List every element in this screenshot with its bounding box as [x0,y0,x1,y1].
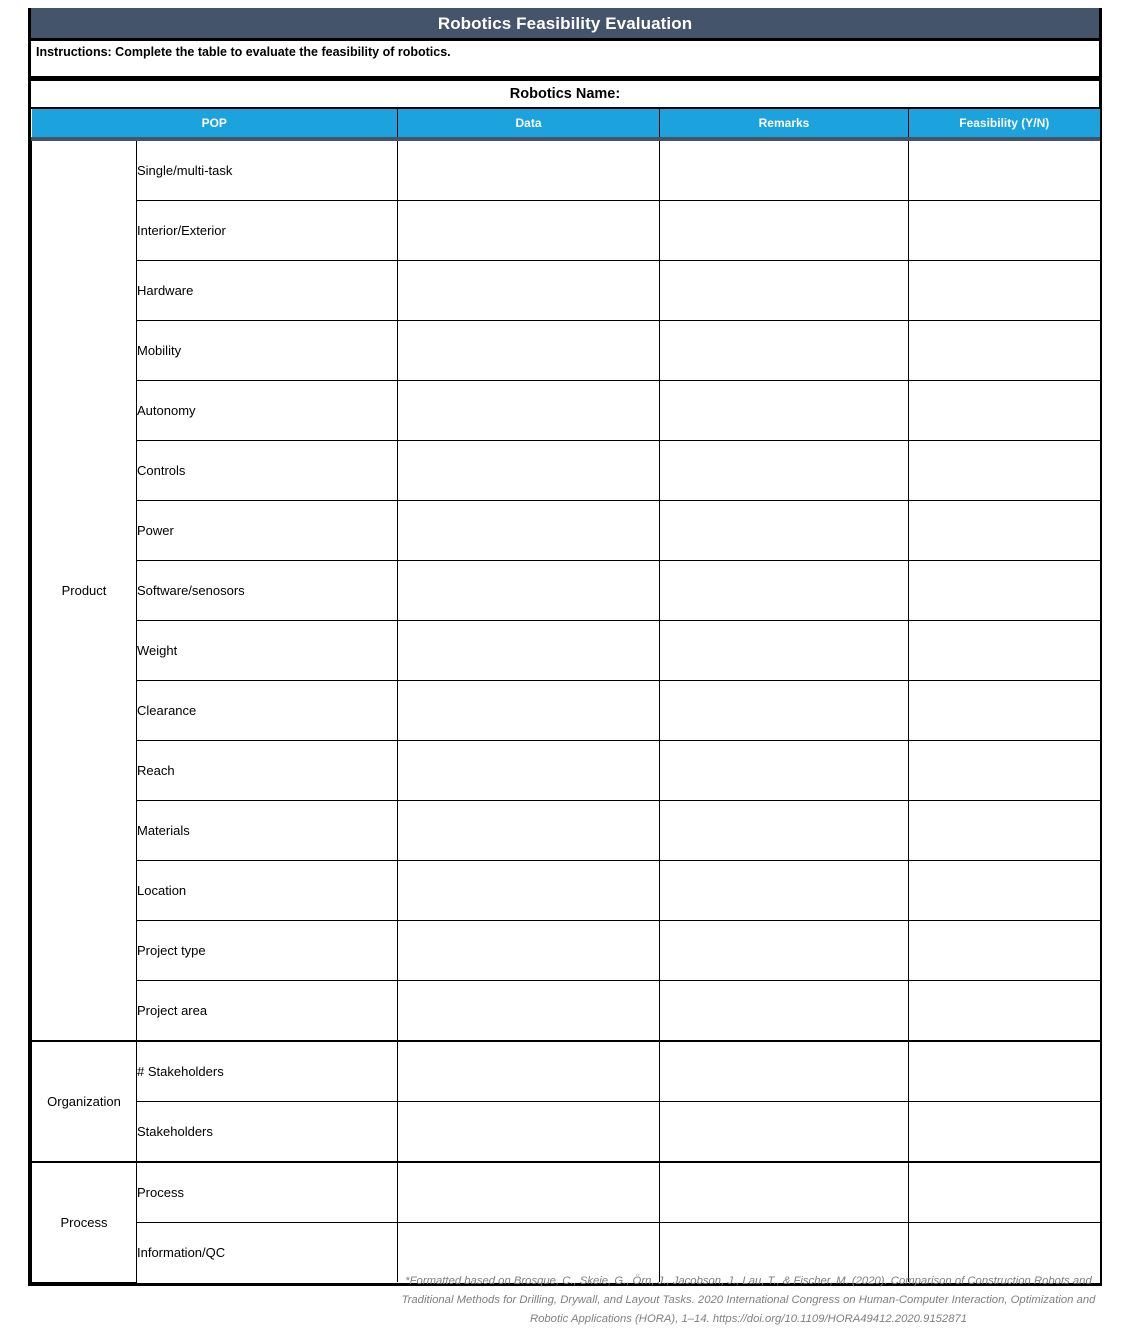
pop-item-label: Power [137,501,398,561]
pop-item-label: Project area [137,981,398,1042]
table-row [32,861,1100,921]
remarks-input-cell[interactable] [660,1041,909,1102]
table-row [32,1162,1100,1223]
pop-item-label: Project type [137,921,398,981]
feasibility-input-cell[interactable] [909,801,1100,861]
pop-item-label: Weight [137,621,398,681]
feasibility-input-cell[interactable] [909,261,1100,321]
remarks-input-cell[interactable] [660,381,909,441]
remarks-input-cell[interactable] [660,741,909,801]
table-row [32,921,1100,981]
feasibility-input-cell[interactable] [909,321,1100,381]
remarks-input-cell[interactable] [660,1162,909,1223]
instructions-row [31,41,1099,79]
data-input-cell[interactable] [398,1162,660,1223]
feasibility-input-cell[interactable] [909,1041,1100,1102]
category-cell-product: Product [32,139,137,1041]
data-input-cell[interactable] [398,861,660,921]
table-row [32,321,1100,381]
pop-item-label: Reach [137,741,398,801]
feasibility-input-cell[interactable] [909,201,1100,261]
remarks-input-cell[interactable] [660,921,909,981]
data-input-cell[interactable] [398,741,660,801]
robotics-feasibility-form [28,8,1102,1286]
pop-item-label: Information/QC [137,1223,398,1283]
table-row [32,981,1100,1042]
table-row [32,621,1100,681]
robotics-name-row[interactable] [31,79,1099,109]
pop-item-label: Controls [137,441,398,501]
table-row [32,801,1100,861]
table-row [32,201,1100,261]
data-input-cell[interactable] [398,201,660,261]
pop-item-label: Mobility [137,321,398,381]
remarks-input-cell[interactable] [660,139,909,201]
table-row [32,261,1100,321]
feasibility-input-cell[interactable] [909,621,1100,681]
feasibility-input-cell[interactable] [909,741,1100,801]
data-input-cell[interactable] [398,921,660,981]
data-input-cell[interactable] [398,1041,660,1102]
category-cell-process: Process [32,1162,137,1282]
feasibility-input-cell[interactable] [909,561,1100,621]
table-body [32,139,1100,1282]
table-row [32,139,1100,201]
table-row [32,441,1100,501]
source-citation: *Formatted based on Brosque, C., Skeie, G., Örn, J., Jacobson, J., Lau, T., & Fischer, M. (2020). Comparison of Construction Robots and Traditional Methods for Drilling, Drywall, and Layout Tasks. 2020 International Congress on Human-Computer Interaction, Optimization and Robotic Applications (HORA), 1–14. https://doi.org/10.1109/HORA49412.2020.9152871 [401,1275,1096,1325]
feasibility-input-cell[interactable] [909,1162,1100,1223]
pop-item-label: Materials [137,801,398,861]
pop-item-label: Process [137,1162,398,1223]
feasibility-input-cell[interactable] [909,921,1100,981]
table-row [32,741,1100,801]
feasibility-input-cell[interactable] [909,1102,1100,1163]
feasibility-table [31,109,1100,1283]
column-header-remarks: Remarks [660,109,909,139]
remarks-input-cell[interactable] [660,441,909,501]
data-input-cell[interactable] [398,441,660,501]
feasibility-input-cell[interactable] [909,981,1100,1042]
remarks-input-cell[interactable] [660,621,909,681]
remarks-input-cell[interactable] [660,1102,909,1163]
remarks-input-cell[interactable] [660,861,909,921]
pop-item-label: Stakeholders [137,1102,398,1163]
form-title-bar [31,8,1099,41]
remarks-input-cell[interactable] [660,201,909,261]
pop-item-label: Clearance [137,681,398,741]
data-input-cell[interactable] [398,501,660,561]
remarks-input-cell[interactable] [660,561,909,621]
feasibility-input-cell[interactable] [909,139,1100,201]
table-header-row [32,109,1100,139]
column-header-data: Data [398,109,660,139]
table-row [32,501,1100,561]
remarks-input-cell[interactable] [660,981,909,1042]
column-header-pop: POP [32,109,398,139]
pop-item-label: # Stakeholders [137,1041,398,1102]
data-input-cell[interactable] [398,1102,660,1163]
feasibility-input-cell[interactable] [909,381,1100,441]
remarks-input-cell[interactable] [660,321,909,381]
table-row [32,381,1100,441]
pop-item-label: Interior/Exterior [137,201,398,261]
data-input-cell[interactable] [398,801,660,861]
page-title: Robotics Feasibility Evaluation [437,13,693,33]
table-row [32,1041,1100,1102]
table-row [32,681,1100,741]
data-input-cell[interactable] [398,681,660,741]
feasibility-input-cell[interactable] [909,441,1100,501]
instructions-text: Instructions: Complete the table to evaluate the feasibility of robotics. [36,45,451,59]
data-input-cell[interactable] [398,261,660,321]
data-input-cell[interactable] [398,561,660,621]
data-input-cell[interactable] [398,321,660,381]
feasibility-input-cell[interactable] [909,681,1100,741]
robotics-name-label: Robotics Name: [509,86,621,102]
feasibility-input-cell[interactable] [909,501,1100,561]
pop-item-label: Single/multi-task [137,139,398,201]
data-input-cell[interactable] [398,621,660,681]
pop-item-label: Autonomy [137,381,398,441]
data-input-cell[interactable] [398,139,660,201]
remarks-input-cell[interactable] [660,261,909,321]
remarks-input-cell[interactable] [660,801,909,861]
feasibility-input-cell[interactable] [909,861,1100,921]
table-row [32,561,1100,621]
pop-item-label: Location [137,861,398,921]
data-input-cell[interactable] [398,381,660,441]
pop-item-label: Software/senosors [137,561,398,621]
category-cell-organization: Organization [32,1041,137,1162]
remarks-input-cell[interactable] [660,681,909,741]
pop-item-label: Hardware [137,261,398,321]
column-header-feasibility: Feasibility (Y/N) [909,109,1100,139]
data-input-cell[interactable] [398,981,660,1042]
remarks-input-cell[interactable] [660,501,909,561]
table-row [32,1102,1100,1163]
